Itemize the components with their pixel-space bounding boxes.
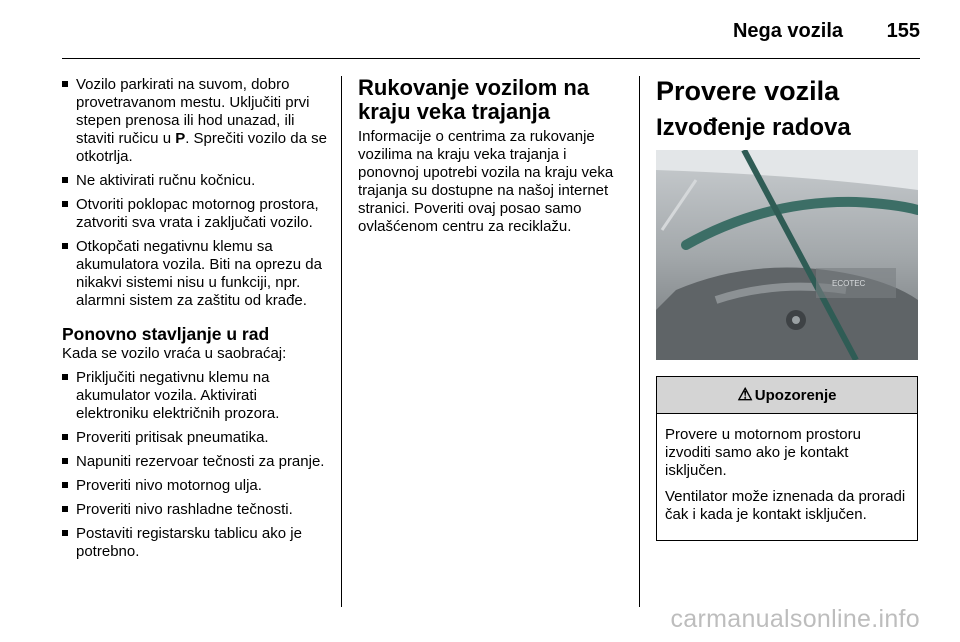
section-heading: Izvođenje radova — [656, 114, 851, 141]
warning-paragraph: Provere u motornom prostoru izvoditi samo ako je kontakt isključen. — [665, 426, 861, 479]
warning-triangle-icon: ⚠ — [737, 385, 753, 404]
engine-label: ECOTEC — [832, 279, 866, 288]
warning-box — [656, 376, 918, 541]
engine-bay-illustration — [656, 150, 918, 360]
list-item: Proveriti nivo motornog ulja. — [62, 477, 330, 495]
warning-title: Upozorenje — [754, 387, 837, 404]
storage-steps-list — [62, 76, 330, 310]
list-item: Otkopčati negativnu klemu sa akumulatora vozila. Biti na oprezu da nikakvi sistemi nisu u funkciji, npr. alarmni sistem za zaštitu od krađe. — [62, 238, 330, 310]
list-item: Postaviti registarsku tablicu ako je potrebno. — [62, 525, 330, 561]
page-header — [0, 0, 960, 60]
column-divider-1 — [341, 76, 342, 607]
watermark: carmanualsonline.info — [670, 605, 920, 633]
section-intro: Kada se vozilo vraća u saobraćaj: — [62, 345, 287, 362]
engine-bay-photo — [656, 150, 918, 360]
list-item: Vozilo parkirati na suvom, dobro provetravanom mestu. Uključiti prvi stepen prenosa ili hod unazad, ili staviti ručicu u P. Sprečiti vozilo da se otkotrlja. — [62, 76, 330, 166]
warning-paragraph: Ventilator može iznenada da proradi čak i kada je kontakt isključen. — [665, 488, 906, 523]
left-column — [62, 76, 330, 567]
warning-body — [657, 414, 917, 540]
list-item: Otvoriti poklopac motornog prostora, zatvoriti sva vrata i zaključati vozilo. — [62, 196, 330, 232]
list-item: Priključiti negativnu klemu na akumulator vozila. Aktivirati elektroniku električnih prozora. — [62, 369, 330, 423]
list-item: Proveriti nivo rashladne tečnosti. — [62, 501, 330, 519]
header-title: Nega vozila — [732, 20, 843, 42]
list-item: Ne aktivirati ručnu kočnicu. — [62, 172, 330, 190]
return-steps-list — [62, 369, 330, 561]
column-divider-2 — [639, 76, 640, 607]
middle-column — [358, 76, 620, 242]
page-number: 155 — [886, 20, 920, 42]
chapter-heading: Provere vozila — [656, 76, 840, 106]
header-rule — [62, 58, 920, 59]
list-item: Proveriti pritisak pneumatika. — [62, 429, 330, 447]
list-item: Napuniti rezervoar tečnosti za pranje. — [62, 453, 330, 471]
gear-letter: P — [175, 130, 186, 147]
section-heading: Ponovno stavljanje u rad — [62, 324, 270, 344]
section-heading: Rukovanje vozilom na kraju veka trajanja — [358, 75, 590, 124]
warning-header — [657, 377, 917, 414]
section-paragraph: Informacije o centrima za rukovanje vozilima na kraju veka trajanja i ponovnoj upotrebi vozila na kraju veka trajanja su dostupne na našoj internet stranici. Poveriti ovaj posao samo ovlašćenom centru za reciklažu. — [358, 128, 614, 235]
right-column — [656, 76, 920, 541]
